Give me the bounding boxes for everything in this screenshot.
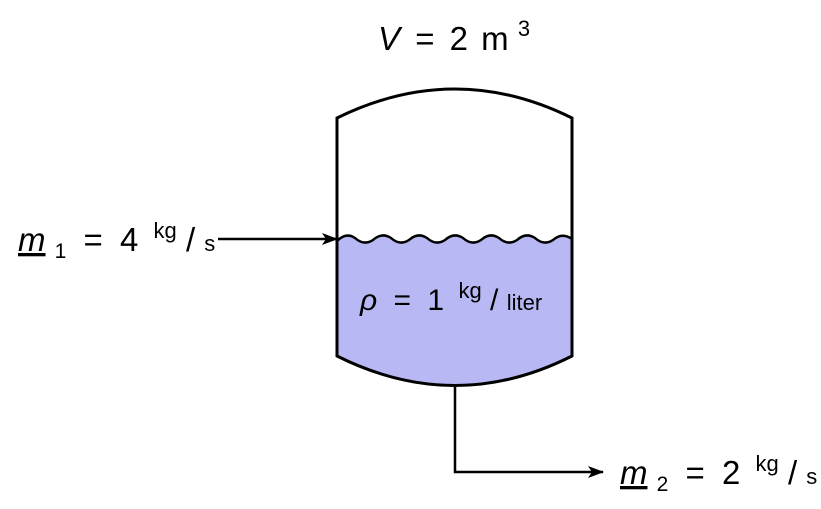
outflow-label: m $_2$ = 2 $^{kg}$ / s bbox=[620, 451, 818, 496]
outflow-pipe bbox=[455, 386, 603, 472]
density-label: ρ = 1 $^{kg}$ / liter bbox=[360, 278, 543, 317]
inflow-label: m $_1$ = 4 $^{kg}$ / s bbox=[18, 218, 216, 263]
volume-label: V = 2 m $^3$ bbox=[378, 16, 531, 57]
